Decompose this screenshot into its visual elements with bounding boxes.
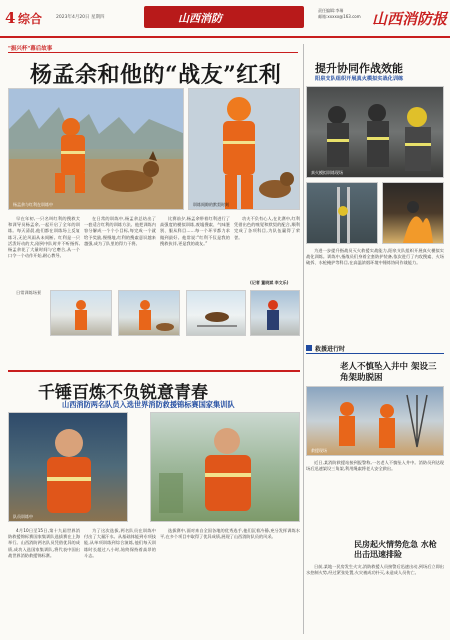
feature-photo-right	[188, 88, 300, 210]
story2-body-col1	[8, 528, 80, 628]
feature-body-col1	[8, 216, 80, 288]
caption-rescue: 救援现场	[311, 448, 327, 453]
right-story-title: 提升协同作战效能	[315, 62, 403, 75]
story2-title: 千锤百炼不负锐意青春	[38, 383, 208, 403]
feature-paragraph-2: 在日常的训练中,杨孟余总结出了一套适合红利的训练方法。他把训练内容分解成一个个小目标,每完成一个就给予奖励,慢慢地,红利的搜索意识越来越强,成为了队里的得力干将。	[84, 216, 156, 246]
right-story-subtitle: 阳泉支队组织开展真火模拟实战化训练	[315, 76, 404, 82]
dog-jump-figure	[187, 291, 246, 336]
rescue-section-tag: 救援进行时	[315, 346, 346, 353]
section-number: 4	[5, 9, 16, 27]
right-story-body	[306, 248, 444, 340]
right-story-paragraph: 为进一步提升指战员灭火救援实战能力,阳泉支队组织开展真火模拟实战化训练。训练中,指战员们身着全套防护装备,依次进行了内攻搜索、火场破拆、水枪掩护等科目,在高温浓烟环境中锤炼协同作战能力。	[306, 248, 444, 266]
row-photo-3	[186, 290, 246, 336]
fire-figure	[383, 183, 444, 244]
feature-divider	[8, 52, 298, 53]
feature-photo-left	[8, 88, 184, 210]
right-photo-small-1	[306, 182, 378, 244]
band-title: 山西消防	[178, 12, 222, 25]
rescue-title-2: 民房起火情势危急 水枪出击迅速排险	[354, 540, 437, 559]
feature-paragraph-4: 功夫不负有心人,在比赛中,红利凭借出色的嗅觉和默契的配合,顺利完成了各项科目,为队伍赢得了荣誉。	[234, 216, 300, 240]
team-member-figure	[9, 413, 128, 522]
story2-paragraph-2: 为了这次选拔,两名队员在训练中付出了大量汗水。从基础体能到专项技能,从单项训练到综合演练,他们每天训练时长超过八小时,始终保持着高昂的斗志。	[84, 528, 156, 558]
caption-right: 真火模拟训练现场	[311, 170, 343, 175]
page-header	[0, 0, 450, 38]
right-photo-small-2	[382, 182, 444, 244]
column-rule	[303, 44, 304, 634]
trainee-figure-2	[119, 291, 180, 336]
row-photo-2	[118, 290, 180, 336]
story2-photo-left	[8, 412, 128, 522]
firefighter-standing-figure	[189, 89, 300, 210]
row-photo-4	[250, 290, 300, 336]
story2-photo-right	[150, 412, 300, 522]
feature-credit: (记者 董晓斌 李文乐)	[250, 280, 289, 285]
ladder-figure	[307, 183, 378, 244]
rescue-scene-figure	[307, 387, 444, 456]
rescue-body-2	[306, 564, 444, 630]
row-photo-1	[50, 290, 112, 336]
story2-paragraph-1: 4月10日至15日,第十九届世界消防救援锦标赛国家集训队选拔赛在上海举行。山西消防两名队员凭借优异的成绩,成功入选国家集训队,将代表中国出战世界消防救援锦标赛。	[8, 528, 80, 558]
trainee-figure	[51, 291, 112, 336]
story2-body-col2	[84, 528, 156, 628]
story2-body-col3	[160, 528, 300, 628]
rescue-paragraph-2: 日前,某地一民房发生火灾,消防救援人员接警后迅速出动,到场后立即出水控制火势,经过紧张处置,火灾被成功扑灭,未造成人员伤亡。	[306, 564, 444, 576]
feature-title: 杨孟余和他的“战友”红利	[30, 62, 282, 88]
firefighters-gear-figure	[307, 87, 444, 178]
rescue-title-1: 老人不慎坠入井中 架设三角架助脱困	[340, 362, 437, 383]
feature-tag: "振兴杯"幕后故事	[8, 46, 53, 52]
feature-paragraph-1: 早在年初,一只名叫红利的搜救犬和训导员杨孟余,一起开启了全年的训练。每天清晨,他们都在训练场上反复练习,无论风雨从未间断。红利是一只活泼好动的犬,刚到中队时并不听指挥,杨孟余花了大量时间与它磨合,从一个口令一个动作开始,耐心教导。	[8, 216, 80, 259]
feature-body-col4	[234, 216, 300, 280]
meta-line-1: 责任编辑:李瑞	[318, 8, 344, 13]
story2-paragraph-3: 选拔赛中,面对来自全国各地的优秀选手,他们沉着冷静,充分发挥训练水平,在多个项目中取得了优异成绩,展现了山西消防队员的风采。	[160, 528, 300, 540]
feature-body-col3	[160, 216, 230, 288]
section-marker-icon	[306, 345, 312, 351]
right-photo-main	[306, 86, 444, 178]
rescue-section-bar	[306, 353, 444, 354]
photo-row-side-note	[8, 290, 48, 338]
caption-story2: 队员训练中	[13, 514, 33, 519]
section-name: 综合	[18, 12, 43, 26]
meta-line-2: 邮箱:xxxxx@163.com	[318, 14, 361, 19]
header-meta	[318, 8, 370, 20]
firefighter-with-dog-figure	[9, 89, 184, 210]
paper-logo: 山西消防报	[372, 10, 448, 28]
header-band	[144, 6, 304, 28]
issue-date: 2023年4月20日 星期四	[56, 15, 105, 20]
caption-feature-right: 训练间隙的默契时刻	[193, 202, 229, 207]
photo-row-caption: 日常训练场景	[16, 290, 42, 295]
caption-feature-left: 杨孟余与红利在训练中	[13, 202, 53, 207]
rescue-photo	[306, 386, 444, 456]
feature-paragraph-3: 比赛前夕,杨孟余带着红利进行了高强度的模拟训练,废墟搜索、气味鉴别、服从科目……每一个环节都力求做到最好。他常说:“红利不仅是我的搜救伙伴,更是我的战友。”	[160, 216, 230, 246]
section-divider	[8, 370, 300, 372]
feature-body-col2	[84, 216, 156, 288]
rescue-paragraph-1: 近日,某消防救援站接到报警称,一名老人不慎坠入井中。消防员到达现场后迅速架设三角架,利用绳索将老人安全救出。	[306, 460, 444, 472]
trainee-figure-3	[251, 291, 300, 336]
story2-subtitle: 山西消防两名队员入选世界消防救援锦标赛国家集训队	[62, 400, 235, 409]
team-member-figure-2	[151, 413, 300, 522]
rescue-body-1	[306, 460, 444, 536]
